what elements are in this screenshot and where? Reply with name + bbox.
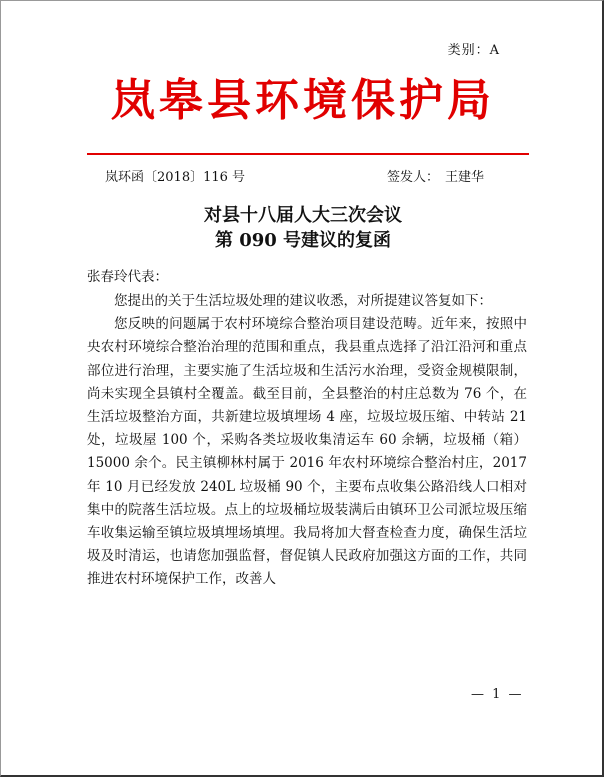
red-header-divider (87, 153, 529, 155)
signer-block (387, 166, 484, 185)
salutation: 张春玲代表： (87, 269, 168, 285)
body-paragraph-1: 您提出的关于生活垃圾处理的建议收悉，对所提建议答复如下： (114, 293, 492, 309)
body-text (87, 290, 527, 592)
document-title (1, 203, 604, 253)
document-number: 岚环函〔2018〕116 号 (105, 170, 246, 185)
page-number: — 1 — (471, 687, 524, 702)
signer-name: 王建华 (445, 170, 485, 185)
signer-label: 签发人： (387, 170, 440, 185)
document-category: 类别：A (447, 43, 500, 58)
title-line-1: 对县十八届人大三次会议 (204, 205, 402, 226)
body-paragraph-2: 您反映的问题属于农村环境综合整治项目建设范畴。近年来，按照中央农村环境综合整治治理的范围和重点，我县重点选择了沿江沿河和重点部位进行治理，主要实施了生活垃圾和生活污水治理，受资金规模限制，尚未实现全县镇村全覆盖。截至目前，全县整治的村庄总数为 76 个，在生活垃圾整治方面，共新建垃圾填埋场 4 座，垃圾垃圾压缩、中转站 21 处，垃圾屋 100 个，采购各类垃圾收集清运车 60 余辆，垃圾桶（箱）15000 余个。民主镇柳林村属于 2016 年农村环境综合整治村庄，2017 年 10 月已经发放 240L 垃圾桶 90 个，主要布点收集公路沿线人口相对集中的院落生活垃圾。点上的垃圾桶垃圾装满后由镇环卫公司派垃圾压缩车收集运输至镇垃圾填埋场填埋。我局将加大督查检查力度，确保生活垃圾及时清运，也请您加强监督，督促镇人民政府加强这方面的工作，共同推进农村环境保护工作，改善人 (87, 316, 527, 588)
issuing-authority-title: 岚皋县环境保护局 (111, 75, 495, 126)
title-line-2: 第 090 号建议的复函 (214, 230, 392, 251)
